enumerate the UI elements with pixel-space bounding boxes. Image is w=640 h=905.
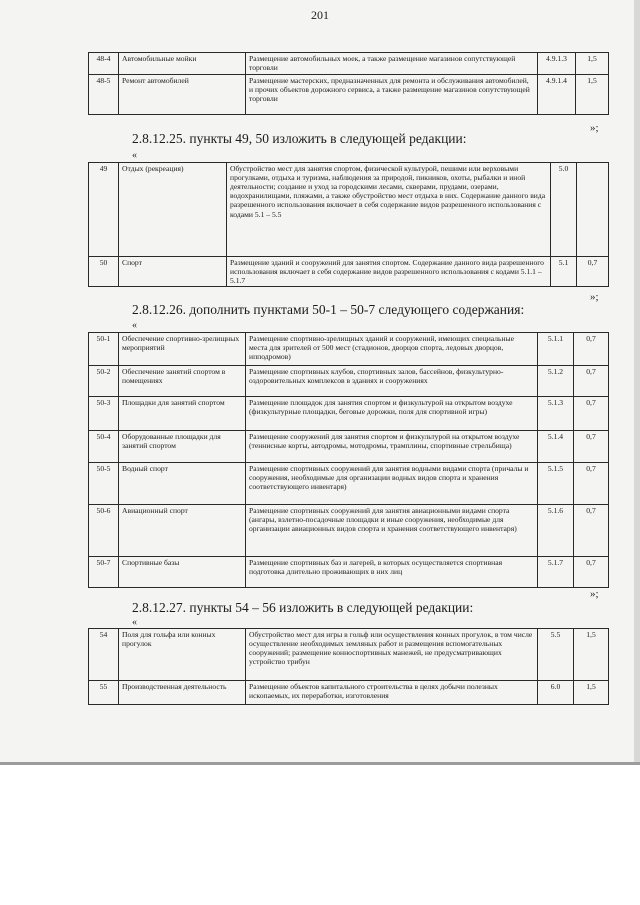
closing-quote: »; xyxy=(590,122,599,134)
section-heading: 2.8.12.27. пункты 54 – 56 изложить в следующей редакции: xyxy=(132,600,474,615)
row-coefficient: 0,7 xyxy=(574,431,609,463)
table-row xyxy=(89,366,609,397)
row-coefficient: 1,5 xyxy=(574,629,609,681)
row-number: 49 xyxy=(89,163,119,257)
row-coefficient: 1,5 xyxy=(574,681,609,705)
page-edge-shadow xyxy=(634,0,640,762)
row-code: 4.9.1.3 xyxy=(538,53,576,75)
section-heading: 2.8.12.25. пункты 49, 50 изложить в следующей редакции: xyxy=(132,131,467,146)
row-number: 50-1 xyxy=(89,333,119,366)
row-name: Обеспечение занятий спортом в помещениях xyxy=(119,366,246,397)
row-coefficient xyxy=(577,163,609,257)
table-section-3 xyxy=(88,628,609,705)
row-name: Обеспечение спортивно-зрелищных мероприятий xyxy=(119,333,246,366)
row-name: Водный спорт xyxy=(119,463,246,505)
row-code: 5.1 xyxy=(551,257,577,287)
row-number: 48-5 xyxy=(89,75,119,115)
row-description: Размещение спортивно-зрелищных зданий и сооружений, имеющих специальные места для зрителей от 500 мест (стадионов, дворцов спорта, ледовых дворцов, ипподромов) xyxy=(246,333,538,366)
row-name: Спорт xyxy=(119,257,227,287)
table-row xyxy=(89,75,609,115)
row-name: Оборудованные площадки для занятий спортом xyxy=(119,431,246,463)
row-number: 50-2 xyxy=(89,366,119,397)
row-code: 5.1.5 xyxy=(538,463,574,505)
row-code: 5.1.1 xyxy=(538,333,574,366)
table-section-1 xyxy=(88,162,609,287)
table-row xyxy=(89,431,609,463)
row-number: 54 xyxy=(89,629,119,681)
row-number: 50-4 xyxy=(89,431,119,463)
table-row xyxy=(89,257,609,287)
blank-background xyxy=(0,765,640,905)
row-code: 4.9.1.4 xyxy=(538,75,576,115)
table-section-2 xyxy=(88,332,609,588)
row-name: Производственная деятельность xyxy=(119,681,246,705)
row-name: Спортивные базы xyxy=(119,557,246,588)
row-name: Поля для гольфа или конных прогулок xyxy=(119,629,246,681)
row-number: 48-4 xyxy=(89,53,119,75)
row-number: 50-6 xyxy=(89,505,119,557)
row-description: Размещение зданий и сооружений для занятия спортом. Содержание данного вида разрешенного использования включает в себя содержание видов разрешенного использования с кодами 5.1.1 – 5.1.7 xyxy=(227,257,551,287)
row-coefficient: 0,7 xyxy=(574,397,609,431)
row-code: 5.1.3 xyxy=(538,397,574,431)
row-description: Размещение спортивных баз и лагерей, в которых осуществляется спортивная подготовка длительно проживающих в них лиц xyxy=(246,557,538,588)
closing-quote: »; xyxy=(590,588,599,600)
table-row xyxy=(89,629,609,681)
row-code: 5.1.7 xyxy=(538,557,574,588)
row-code: 5.0 xyxy=(551,163,577,257)
row-coefficient: 0,7 xyxy=(574,557,609,588)
table-row xyxy=(89,463,609,505)
row-name: Ремонт автомобилей xyxy=(119,75,246,115)
table-row xyxy=(89,333,609,366)
table-row xyxy=(89,53,609,75)
row-coefficient: 0,7 xyxy=(574,333,609,366)
row-number: 55 xyxy=(89,681,119,705)
row-name: Площадки для занятий спортом xyxy=(119,397,246,431)
row-coefficient: 1,5 xyxy=(576,53,609,75)
table-row xyxy=(89,163,609,257)
row-coefficient: 0,7 xyxy=(574,463,609,505)
row-description: Обустройство мест для игры в гольф или осуществления конных прогулок, в том числе осуществление необходимых земляных работ и размещения вспомогательных сооружений; размещение конноспортивных манежей, не предусматривающих устройство трибун xyxy=(246,629,538,681)
row-description: Размещение объектов капитального строительства в целях добычи полезных ископаемых, их переработки, изготовления xyxy=(246,681,538,705)
closing-quote: »; xyxy=(590,291,599,303)
row-description: Размещение мастерских, предназначенных для ремонта и обслуживания автомобилей, и прочих объектов дорожного сервиса, а также размещение магазинов сопутствующей торговли xyxy=(246,75,538,115)
row-code: 6.0 xyxy=(538,681,574,705)
opening-quote: « xyxy=(132,617,137,628)
table-row xyxy=(89,397,609,431)
row-number: 50-7 xyxy=(89,557,119,588)
row-description: Размещение автомобильных моек, а также размещение магазинов сопутствующей торговли xyxy=(246,53,538,75)
row-name: Отдых (рекреация) xyxy=(119,163,227,257)
row-code: 5.1.2 xyxy=(538,366,574,397)
row-description: Размещение сооружений для занятия спортом и физкультурой на открытом воздухе (теннисные корты, автодромы, мотодромы, трамплины, спортивные стрельбища) xyxy=(246,431,538,463)
table-continuation xyxy=(88,52,609,115)
row-code: 5.1.4 xyxy=(538,431,574,463)
row-description: Размещение спортивных клубов, спортивных залов, бассейнов, физкультурно-оздоровительных комплексов в зданиях и сооружениях xyxy=(246,366,538,397)
row-coefficient: 1,5 xyxy=(576,75,609,115)
table-row xyxy=(89,505,609,557)
page-number: 201 xyxy=(311,8,329,22)
table-row xyxy=(89,557,609,588)
row-name: Авиационный спорт xyxy=(119,505,246,557)
row-coefficient: 0,7 xyxy=(574,366,609,397)
row-description: Обустройство мест для занятия спортом, физической культурой, пешими или верховыми прогулками, отдыха и туризма, наблюдения за природой, пикников, охоты, рыбалки и иной деятельности; создание и уход за городскими лесами, скверами, прудами, озерами, водохранилищами, пляжами, а также обустройство мест отдыха в них. Содержание данного вида разрешенного использования включает в себя содержание видов разрешенного использования с кодами 5.1 – 5.5 xyxy=(227,163,551,257)
row-coefficient: 0,7 xyxy=(574,505,609,557)
row-code: 5.1.6 xyxy=(538,505,574,557)
row-description: Размещение спортивных сооружений для занятия водными видами спорта (причалы и сооружения, необходимые для организации водных видов спорта и хранения соответствующего инвентаря) xyxy=(246,463,538,505)
row-description: Размещение спортивных сооружений для занятия авиационными видами спорта (ангары, взлетно-посадочные площадки и иные сооружения, необходимые для организации авиационных видов спорта и хранения соответствующего инвентаря) xyxy=(246,505,538,557)
row-number: 50 xyxy=(89,257,119,287)
row-description: Размещение площадок для занятия спортом и физкультурой на открытом воздухе (физкультурные площадки, беговые дорожки, поля для спортивной игры) xyxy=(246,397,538,431)
table-row xyxy=(89,681,609,705)
row-code: 5.5 xyxy=(538,629,574,681)
row-name: Автомобильные мойки xyxy=(119,53,246,75)
row-number: 50-3 xyxy=(89,397,119,431)
opening-quote: « xyxy=(132,320,137,331)
row-number: 50-5 xyxy=(89,463,119,505)
row-coefficient: 0,7 xyxy=(577,257,609,287)
section-heading: 2.8.12.26. дополнить пунктами 50-1 – 50-7 следующего содержания: xyxy=(132,302,525,317)
opening-quote: « xyxy=(132,150,137,161)
